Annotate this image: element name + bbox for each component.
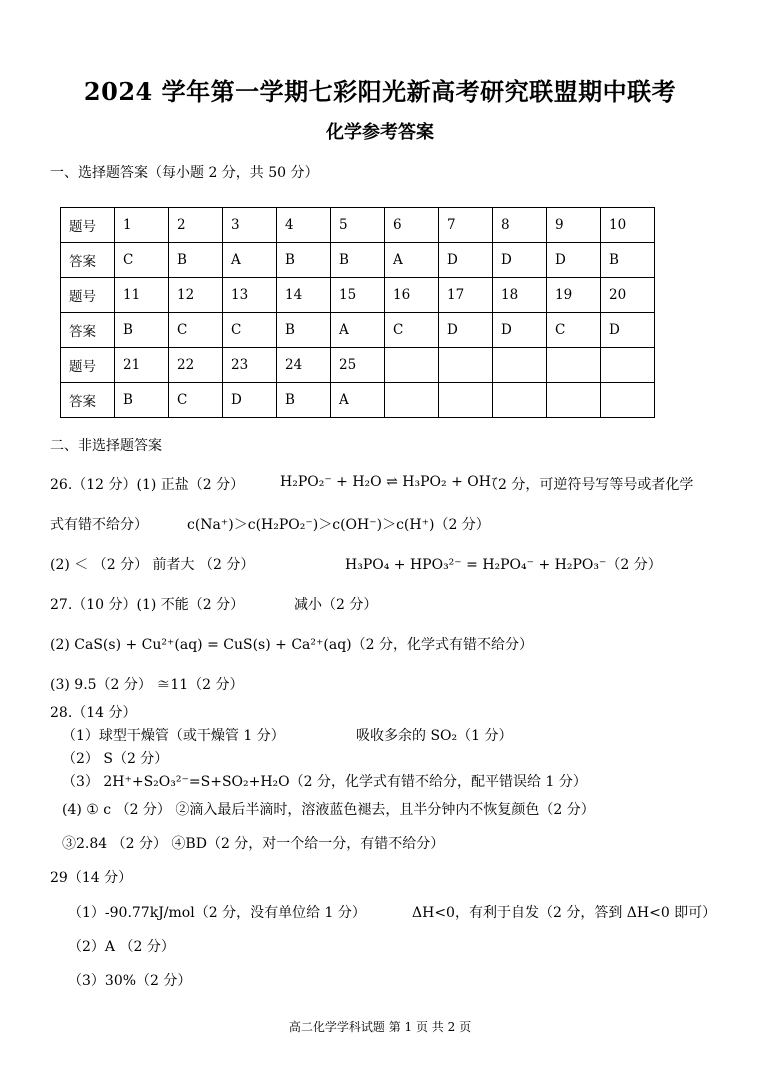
answer-table-cell	[439, 348, 493, 383]
section-1-heading: 一、选择题答案（每小题 2 分，共 50 分）	[50, 165, 319, 181]
q29-heading: 29（14 分）	[50, 870, 133, 886]
answer-table-row-label: 答案	[61, 313, 115, 348]
q26-line2-note: 式有错不给分）	[50, 517, 148, 533]
q26-part2: (2) ＜ （2 分） 前者大 （2 分）	[50, 557, 255, 573]
answer-table-cell: B	[331, 243, 385, 278]
q29-part1: （1）-90.77kJ/mol（2 分，没有单位给 1 分）	[68, 905, 366, 921]
answer-table-cell: 9	[547, 208, 601, 243]
answer-table-row	[61, 313, 655, 348]
answer-table-cell: C	[115, 243, 169, 278]
answer-table-cell	[385, 383, 439, 418]
q28-part1: （1）球型干燥管（或干燥管 1 分）	[62, 728, 285, 744]
answer-table-cell: B	[277, 243, 331, 278]
answer-table-cell: 22	[169, 348, 223, 383]
answer-table-cell: 5	[331, 208, 385, 243]
answer-table-cell: D	[439, 243, 493, 278]
answer-table-cell: 25	[331, 348, 385, 383]
answer-table-cell: B	[169, 243, 223, 278]
answer-table-row-label: 答案	[61, 243, 115, 278]
answer-table-cell: 21	[115, 348, 169, 383]
q26-line1-note: （2 分，可逆符号写等号或者化学	[484, 477, 694, 493]
q29-part1-b: ΔH<0，有利于自发（2 分，答到 ΔH<0 即可）	[412, 905, 717, 921]
answer-table-row	[61, 383, 655, 418]
q26-equation-2: H₃PO₄ + HPO₃²⁻ = H₂PO₄⁻ + H₂PO₃⁻（2 分）	[345, 557, 662, 573]
answer-table-cell: B	[277, 313, 331, 348]
q28-part4: (4) ① c （2 分） ②滴入最后半滴时，溶液蓝色褪去，且半分钟内不恢复颜色（2 分）	[62, 802, 595, 818]
answer-table-cell: 11	[115, 278, 169, 313]
q26-equation-1: H₂PO₂⁻ + H₂O ⇌ H₃PO₂ + OH⁻	[280, 474, 499, 490]
answer-table-cell: B	[115, 383, 169, 418]
answer-table-cell: 20	[601, 278, 655, 313]
q28-part4-b: ③2.84 （2 分） ④BD（2 分，对一个给一分，有错不给分）	[62, 836, 445, 852]
q26-line1-text: 26.（12 分）(1) 正盐（2 分）	[50, 477, 245, 493]
answer-table-cell: A	[331, 383, 385, 418]
answer-table-cell: 8	[493, 208, 547, 243]
section-2-heading: 二、非选择题答案	[50, 438, 162, 454]
q27-equation: (2) CaS(s) + Cu²⁺(aq) = CuS(s) + Ca²⁺(aq)（2 分，化学式有错不给分）	[50, 637, 533, 653]
answer-table-cell: C	[547, 313, 601, 348]
answer-table-cell	[493, 383, 547, 418]
answer-table-row-label: 题号	[61, 348, 115, 383]
answer-table-row-label: 题号	[61, 278, 115, 313]
answer-table-cell: C	[169, 383, 223, 418]
answer-table-cell: 3	[223, 208, 277, 243]
answer-table-cell: A	[385, 243, 439, 278]
answer-table-cell: B	[277, 383, 331, 418]
answer-table-row	[61, 278, 655, 313]
page-footer: 高二化学学科试题 第 1 页 共 2 页	[288, 1020, 472, 1034]
answer-table-cell: 4	[277, 208, 331, 243]
answer-table-cell	[439, 383, 493, 418]
answer-table-cell: D	[439, 313, 493, 348]
answer-table-cell	[601, 383, 655, 418]
answer-table-row	[61, 208, 655, 243]
answer-table-row	[61, 348, 655, 383]
answer-table-cell	[547, 348, 601, 383]
answer-table-cell: D	[493, 313, 547, 348]
answer-table-cell: 1	[115, 208, 169, 243]
document-subtitle: 化学参考答案	[326, 122, 434, 143]
q28-heading: 28.（14 分）	[50, 705, 137, 721]
answer-table-cell: 10	[601, 208, 655, 243]
answer-table-cell: 24	[277, 348, 331, 383]
answer-table-cell: D	[601, 313, 655, 348]
document-title: 2024 学年第一学期七彩阳光新高考研究联盟期中联考	[83, 77, 677, 106]
answer-table-cell: A	[223, 243, 277, 278]
q28-part1-b: 吸收多余的 SO₂（1 分）	[356, 728, 513, 744]
answer-table-cell: 19	[547, 278, 601, 313]
answer-table-cell: 18	[493, 278, 547, 313]
answer-table-cell: 23	[223, 348, 277, 383]
q29-part3: （3）30%（2 分）	[68, 973, 192, 989]
answer-table-cell: 6	[385, 208, 439, 243]
answer-table-row	[61, 243, 655, 278]
answer-table-cell: D	[223, 383, 277, 418]
answer-table-cell: C	[385, 313, 439, 348]
answer-table-cell	[547, 383, 601, 418]
answer-table-cell: B	[115, 313, 169, 348]
answer-table-cell: 17	[439, 278, 493, 313]
answer-table-cell: 16	[385, 278, 439, 313]
q29-part2: （2）A （2 分）	[68, 939, 175, 955]
answer-table-cell	[385, 348, 439, 383]
answer-table-cell: 15	[331, 278, 385, 313]
q28-part3: （3） 2H⁺+S₂O₃²⁻=S+SO₂+H₂O（2 分，化学式有错不给分，配平错误给 1 分）	[62, 774, 587, 790]
answer-table-cell: B	[601, 243, 655, 278]
answer-table-cell: 7	[439, 208, 493, 243]
answer-table-cell: 12	[169, 278, 223, 313]
answer-table-cell: D	[547, 243, 601, 278]
answer-table-cell: 13	[223, 278, 277, 313]
q26-ion-order: c(Na⁺)＞c(H₂PO₂⁻)＞c(OH⁻)＞c(H⁺)（2 分）	[187, 517, 490, 533]
answer-table-cell	[493, 348, 547, 383]
answer-table-cell: C	[223, 313, 277, 348]
q28-part2: （2） S（2 分）	[62, 751, 169, 767]
answer-table-cell: C	[169, 313, 223, 348]
q27-part3: (3) 9.5（2 分） ≅11（2 分）	[50, 677, 244, 693]
answer-table-row-label: 答案	[61, 383, 115, 418]
q27-line1-b: 减小（2 分）	[294, 597, 378, 613]
q27-line1: 27.（10 分）(1) 不能（2 分）	[50, 597, 245, 613]
answer-table-cell: 2	[169, 208, 223, 243]
answer-table-cell: A	[331, 313, 385, 348]
answer-table-cell	[601, 348, 655, 383]
answer-table-row-label: 题号	[61, 208, 115, 243]
answer-table	[60, 207, 655, 418]
answer-table-cell: 14	[277, 278, 331, 313]
answer-table-cell: D	[493, 243, 547, 278]
